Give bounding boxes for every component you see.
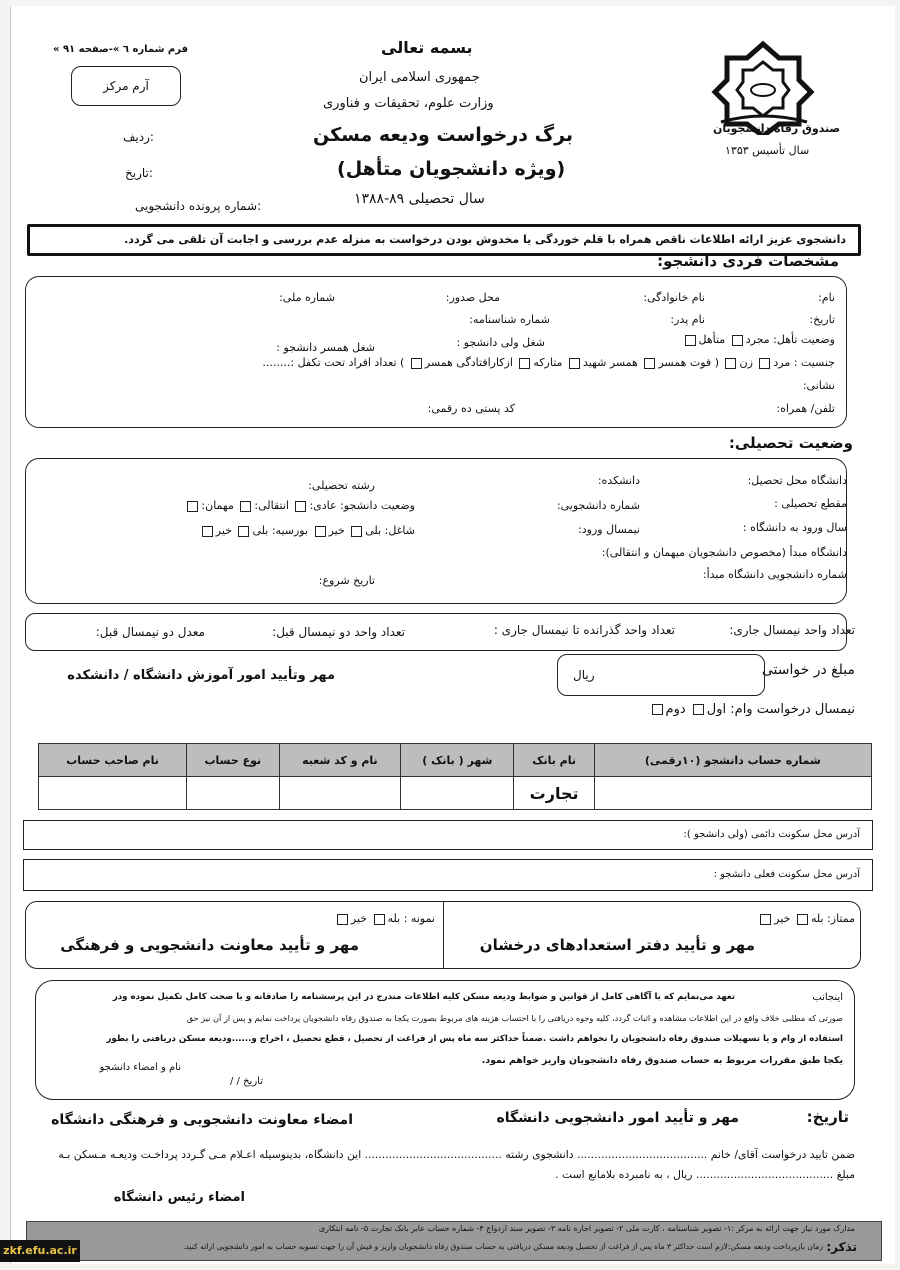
- commitment-line-2: صورتی که مطلبی خلاف واقع در این اطلاعات مشاهده و اثبات گردد، کلیه وجوه دریافتی را با احتساب هزینه های مربوط بصورت یکجا به صندوق رفاه دانشجویان پرداخت نمایم و پس از آن نیز حق: [186, 1013, 843, 1023]
- transfer-checkbox[interactable]: [240, 501, 251, 512]
- term-first-label: اول: [706, 702, 727, 717]
- scholarship-yes-checkbox[interactable]: [238, 526, 249, 537]
- guardian-job-label: شغل ولی دانشجو :: [456, 336, 545, 349]
- entry-term-label: نیمسال ورود:: [578, 523, 640, 536]
- bismillah: بسمه تعالی: [381, 38, 473, 57]
- footer-note-label: تذکر:: [826, 1240, 857, 1254]
- phone-label: تلفن/ همراه:: [776, 402, 835, 415]
- republic-title: جمهوری اسلامی ایران: [359, 70, 480, 85]
- marital-label: وضعیت تأهل: مجرد: [745, 333, 835, 346]
- dependents-label: ) تعداد افراد تحت تکفل :........: [262, 356, 405, 369]
- single-checkbox[interactable]: [732, 335, 743, 346]
- male-checkbox[interactable]: [759, 358, 770, 369]
- current-address-field[interactable]: آدرس محل سکونت فعلی دانشجو :: [23, 859, 873, 891]
- row-label: ردیف:: [123, 130, 154, 144]
- spouse-job-label: شغل همسر دانشجو :: [276, 341, 375, 354]
- family-label: نام خانوادگی:: [643, 291, 705, 304]
- prev-gpa-label: معدل دو نیمسال قبل:: [95, 625, 205, 639]
- spouse-death-label: ( فوت همسر: [658, 356, 719, 369]
- term-row: [649, 702, 855, 717]
- start-date-label: تاریخ شروع:: [318, 574, 375, 587]
- account-holder-cell[interactable]: [39, 777, 187, 810]
- table-row: [39, 777, 872, 810]
- postal-code-label: کد پستی ده رقمی:: [427, 402, 515, 415]
- excellent-label: ممتاز: بله: [810, 912, 855, 925]
- student-number-label: شماره دانشجویی:: [556, 499, 640, 512]
- bank-table-header: [39, 744, 872, 777]
- guest-checkbox[interactable]: [187, 501, 198, 512]
- header-bank-city: شهر ( بانک ): [401, 744, 514, 777]
- prev-units-label: تعداد واحد دو نیمسال قبل:: [272, 625, 405, 639]
- term-label: نیمسال درخواست وام:: [730, 702, 855, 717]
- married-label: متأهل: [698, 333, 726, 346]
- excellent-no-checkbox[interactable]: [760, 914, 771, 925]
- origin-university-label: دانشگاه مبدأ (مخصوص دانشجویان میهمان و انتقالی):: [601, 546, 847, 559]
- personal-date-label: تاریخ:: [809, 313, 835, 326]
- center-logo-box: آرم مرکز: [71, 66, 181, 106]
- scholarship-no-label: خیر: [215, 524, 232, 537]
- scholarship-label: بورسیه: بلی: [252, 524, 309, 537]
- employment-row: [199, 524, 415, 537]
- ministry-title: وزارت علوم، تحقیقات و فناوری: [323, 96, 494, 111]
- gender-male-label: جنسیت : مرد: [773, 356, 835, 369]
- personal-section-title: مشخصات فردی دانشجو:: [657, 252, 839, 270]
- education-box: [25, 458, 847, 604]
- father-label: نام پدر:: [670, 313, 705, 326]
- president-signature-label: امضاء رئیس دانشگاه: [113, 1190, 245, 1205]
- exemplary-no-checkbox[interactable]: [337, 914, 348, 925]
- employed-no-checkbox[interactable]: [315, 526, 326, 537]
- term-second-label: دوم: [665, 702, 686, 717]
- university-label: دانشگاه محل تحصیل:: [747, 474, 847, 487]
- student-affairs-stamp: مهر و تأیید امور دانشجویی دانشگاه: [496, 1110, 739, 1126]
- site-watermark: zkf.efu.ac.ir: [0, 1240, 80, 1262]
- term-second-checkbox[interactable]: [652, 704, 663, 715]
- form-subtitle: (ویژه دانشجویان متأهل): [337, 158, 566, 180]
- female-checkbox[interactable]: [725, 358, 736, 369]
- header-account-holder: نام صاحب حساب: [39, 744, 187, 777]
- disabled-spouse-checkbox[interactable]: [411, 358, 422, 369]
- student-signature-label: نام و امضاء دانشجو: [99, 1062, 181, 1073]
- field-label: رشته تحصیلی:: [308, 479, 375, 492]
- level-label: مقطع تحصیلی :: [774, 497, 847, 510]
- form-page: [10, 6, 895, 1264]
- header-branch: نام و کد شعبه: [279, 744, 401, 777]
- form-number: « فرم شماره ٦ »-صفحه ٩١: [53, 44, 189, 55]
- marital-row: [682, 333, 836, 346]
- origin-student-number-label: شماره دانشجویی دانشگاه مبدأ:: [702, 568, 847, 581]
- commitment-line-3: استفاده از وام و یا تسهیلات صندوق رفاه دانشجویان را نخواهم داشت .ضمناً حداکثر سه ماه پس از فراغت از تحصیل ، قطع تحصیل ، اخراج و......ودیعه مسکن دریافتی را بطور: [106, 1034, 843, 1044]
- fund-name: صندوق رفاه دانشجویان: [713, 122, 841, 135]
- bank-table: [38, 743, 872, 810]
- deputy-signature-label: امضاء معاونت دانشجویی و فرهنگی دانشگاه: [51, 1112, 353, 1128]
- founded-year: سال تأسیس ١٣۵٣: [725, 144, 810, 157]
- commitment-intro: اینجانب: [812, 992, 843, 1003]
- footer-note: زمان بازپرداخت ودیعه مسکن:لازم است حداکثر ۳ ماه پس از فراغت از تحصیل ودیعه مسکن دریافتی به حساب صندوق رفاه دانشجویان واریز و فیش آن را جهت تسویه حساب به امور دانشجویی ارائه کنید.: [183, 1242, 823, 1251]
- amount-label: مبلغ در خواستی: [761, 662, 855, 678]
- status-row: [184, 499, 415, 512]
- guest-label: مهمان:: [201, 499, 234, 512]
- current-units-label: تعداد واحد نیمسال جاری:: [729, 623, 855, 637]
- name-label: نام:: [818, 291, 835, 304]
- exemplary-row: [334, 912, 435, 925]
- martyr-spouse-label: همسر شهید: [582, 356, 638, 369]
- bank-city-cell[interactable]: [401, 777, 514, 810]
- commitment-line-4: یکجا طبق مقررات مربوط به حساب صندوق رفاه دانشجویان واریز خواهم نمود.: [481, 1055, 843, 1066]
- status-normal-label: وضعیت دانشجو: عادی:: [309, 499, 415, 512]
- transfer-label: انتقالی:: [254, 499, 289, 512]
- permanent-address-field[interactable]: آدرس محل سکونت دائمی (ولی دانشجو ):: [23, 820, 873, 850]
- exemplary-no-label: خیر: [350, 912, 368, 925]
- excellent-yes-checkbox[interactable]: [797, 914, 808, 925]
- entry-year-label: سال ورود به دانشگاه :: [742, 521, 847, 534]
- account-type-cell[interactable]: [187, 777, 279, 810]
- footer-docs: مدارک مورد نیاز جهت ارائه به مرکز :۱- تصویر شناسنامه ، کارت ملی ۲- تصویر اجاره نامه ۳- تصویر سند ازدواج ۴- شماره حساب عابر بانک تجارت ۵- نامه ابتکاری: [318, 1224, 855, 1233]
- exemplary-label: نمونه : بله: [387, 912, 435, 925]
- separated-label: متارکه: [533, 356, 563, 369]
- header-bank-name: نام بانک: [514, 744, 594, 777]
- passed-units-label: تعداد واحد گذرانده تا نیمسال جاری :: [493, 623, 675, 637]
- talents-office-label: مهر و تأیید دفتر استعدادهای درخشان: [479, 936, 755, 954]
- cultural-deputy-label: مهر و تأیید معاونت دانشجویی و فرهنگی: [60, 936, 359, 954]
- commitment-line-1: تعهد می‌نمایم که با آگاهی کامل از قوانین و ضوابط ودیعه مسکن کلیه اطلاعات مندرج در این پرسشنامه را صادقانه و با صحت کامل تکمیل نموده ودر: [112, 992, 735, 1002]
- issue-place-label: محل صدور:: [445, 291, 500, 304]
- account-number-cell[interactable]: [594, 777, 871, 810]
- disabled-spouse-label: ازکارافتادگی همسر: [424, 356, 513, 369]
- spouse-death-checkbox[interactable]: [644, 358, 655, 369]
- header-account-type: نوع حساب: [187, 744, 279, 777]
- header-account-number: شماره حساب دانشجو (۱۰رقمی): [594, 744, 871, 777]
- married-checkbox[interactable]: [685, 335, 696, 346]
- education-section-title: وضعیت تحصیلی:: [728, 434, 853, 452]
- national-id-label: شماره ملی:: [279, 291, 335, 304]
- faculty-label: دانشکده:: [597, 474, 640, 487]
- scholarship-no-checkbox[interactable]: [202, 526, 213, 537]
- term-first-checkbox[interactable]: [693, 704, 704, 715]
- employed-yes-checkbox[interactable]: [351, 526, 362, 537]
- currency-label: ریال: [573, 668, 595, 682]
- academic-year: سال تحصیلی ۸۹-۱۳۸۸: [354, 191, 485, 207]
- employed-label: شاغل: بلی: [365, 524, 415, 537]
- excellent-no-label: خیر: [774, 912, 791, 925]
- approvals-divider: [443, 901, 444, 969]
- file-number-label: شماره پرونده دانشجویی:: [135, 199, 262, 213]
- warning-banner: دانشجوی عزیز ارائه اطلاعات ناقص همراه با قلم خوردگی یا مخدوش بودن درخواست به منزله عدم بررسی و اجابت آن تلقی می گردد.: [27, 224, 861, 256]
- date-label: تاریخ:: [125, 166, 153, 180]
- separated-checkbox[interactable]: [519, 358, 530, 369]
- female-label: زن: [739, 356, 753, 369]
- martyr-spouse-checkbox[interactable]: [569, 358, 580, 369]
- fund-logo-icon: [711, 40, 821, 135]
- form-title: برگ درخواست ودیعه مسکن: [313, 124, 574, 146]
- edu-stamp-label: مهر وتأیید امور آموزش دانشگاه / دانشکده: [67, 668, 335, 683]
- excellent-row: [757, 912, 855, 925]
- gender-row: [262, 356, 835, 369]
- exemplary-yes-checkbox[interactable]: [374, 914, 385, 925]
- commitment-date-label: تاریخ / /: [230, 1076, 263, 1087]
- address-label: نشانی:: [802, 379, 835, 392]
- final-line-1: ضمن تایید درخواست آقای/ خانم ...................................... دانشجوی رشته ........................................ این دانشگاه، بدینوسیله اعـلام مـی گـردد پرداخـت ودیعـه مـسکن بـه: [58, 1148, 855, 1161]
- final-line-2: مبلغ ........................................ ریال ، به نامبرده بلامانع است .: [555, 1168, 855, 1181]
- id-number-label: شماره شناسنامه:: [469, 313, 550, 326]
- final-date-label: تاریخ:: [806, 1108, 849, 1126]
- employed-no-label: خیر: [328, 524, 345, 537]
- branch-cell[interactable]: [279, 777, 401, 810]
- normal-checkbox[interactable]: [295, 501, 306, 512]
- bank-name-cell: تجارت: [514, 777, 594, 810]
